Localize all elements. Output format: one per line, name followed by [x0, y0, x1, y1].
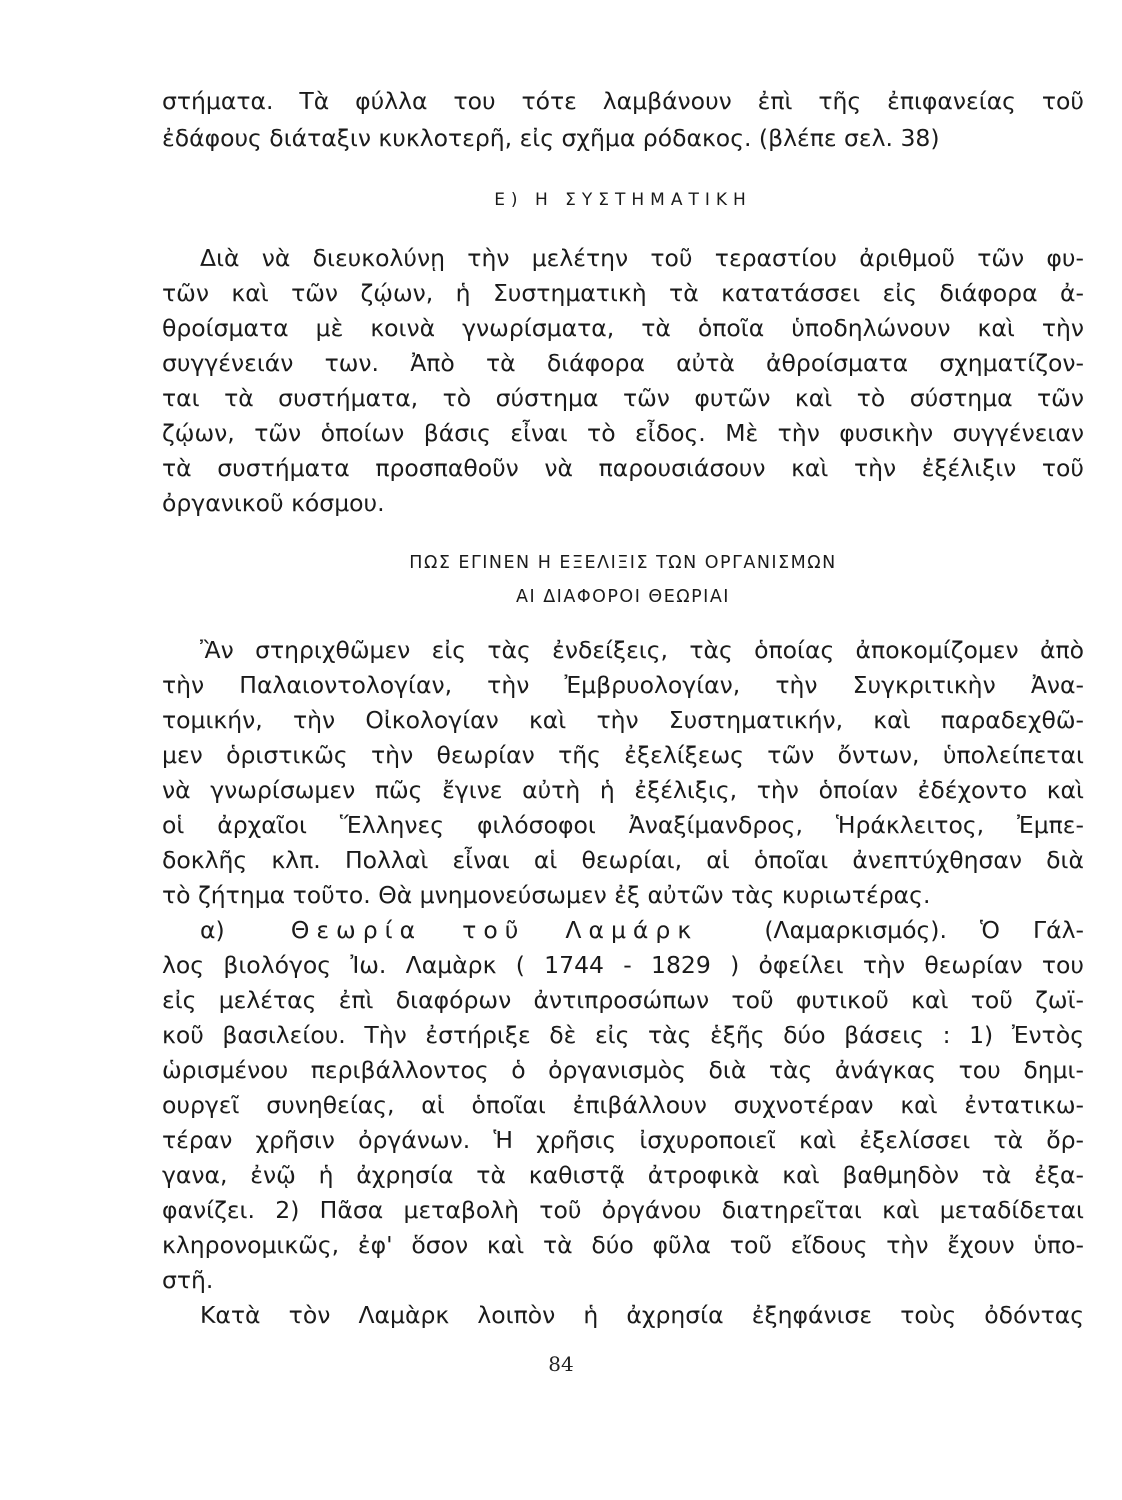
chapter-title-line-1: ΠΩΣ ΕΓΙΝΕΝ Η ΕΞΕΛΙΞΙΣ ΤΩΝ ΟΡΓΑΝΙΣΜΩΝ — [409, 553, 837, 573]
chapter-title-line-2: ΑΙ ΔΙΑΦΟΡΟΙ ΘΕΩΡΙΑΙ — [516, 587, 730, 607]
text-line: ται τὰ συστήματα, τὸ σύστημα τῶν φυτῶν καὶ τὸ σύστημα τῶν — [162, 384, 1084, 412]
text-line: μεν ὁριστικῶς τὴν θεωρίαν τῆς ἐξελίξεως τῶν ὄντων, ὑπολείπεται — [162, 741, 1084, 769]
text-line: τὸ ζήτημα τοῦτο. Θὰ μνημονεύσωμεν ἐξ αὐτῶν τὰς κυριωτέρας. — [162, 881, 931, 909]
text-line: γανα, ἐνῷ ἡ ἀχρησία τὰ καθιστᾷ ἀτροφικὰ καὶ βαθμηδὸν τὰ ἐξα- — [162, 1161, 1084, 1189]
text-line: τομικήν, τὴν Οἰκολογίαν καὶ τὴν Συστηματικήν, καὶ παραδεχθῶ- — [162, 706, 1084, 734]
text-line: συγγένειάν των. Ἀπὸ τὰ διάφορα αὐτὰ ἀθροίσματα σχηματίζον- — [162, 349, 1084, 377]
text-line: ὀργανικοῦ κόσμου. — [162, 489, 385, 517]
text-line: κληρονομικῶς, ἐφ' ὅσον καὶ τὰ δύο φῦλα τοῦ εἴδους τὴν ἔχουν ὑπο- — [162, 1231, 1084, 1259]
text-segment: (Λαμαρκισμός). Ὁ Γάλ- — [764, 916, 1084, 944]
text-line: Κατὰ τὸν Λαμὰρκ λοιπὸν ἡ ἀχρησία ἐξηφάνισε τοὺς ὀδόντας — [200, 1301, 1084, 1329]
spaced-heading: Θεωρία τοῦ Λαμάρκ — [290, 916, 699, 944]
page-number: 84 — [548, 1352, 574, 1376]
text-line: εἰς μελέτας ἐπὶ διαφόρων ἀντιπροσώπων τοῦ φυτικοῦ καὶ τοῦ ζωϊ- — [162, 986, 1084, 1014]
section-heading: Ε) Η ΣΥΣΤΗΜΑΤΙΚΗ — [494, 190, 752, 210]
text-line: στήματα. Τὰ φύλλα του τότε λαμβάνουν ἐπὶ τῆς ἐπιφανείας τοῦ — [162, 87, 1084, 115]
text-line: κοῦ βασιλείου. Τὴν ἐστήριξε δὲ εἰς τὰς ἑξῆς δύο βάσεις : 1) Ἐντὸς — [162, 1021, 1084, 1049]
text-line: θροίσματα μὲ κοινὰ γνωρίσματα, τὰ ὁποῖα ὑποδηλώνουν καὶ τὴν — [162, 314, 1084, 342]
text-line: ὡρισμένου περιβάλλοντος ὁ ὀργανισμὸς διὰ τὰς ἀνάγκας του δημι- — [162, 1056, 1084, 1084]
text-line: δοκλῆς κλπ. Πολλαὶ εἶναι αἱ θεωρίαι, αἱ ὁποῖαι ἀνεπτύχθησαν διὰ — [162, 846, 1084, 874]
text-line: στῆ. — [162, 1266, 214, 1294]
text-line: οἱ ἀρχαῖοι Ἕλληνες φιλόσοφοι Ἀναξίμανδρος, Ἡράκλειτος, Ἐμπε- — [162, 811, 1084, 839]
text-line: Ἂν στηριχθῶμεν εἰς τὰς ἐνδείξεις, τὰς ὁποίας ἀποκομίζομεν ἀπὸ — [200, 636, 1084, 664]
text-line: ἐδάφους διάταξιν κυκλοτερῆ, εἰς σχῆμα ρόδακος. (βλέπε σελ. 38) — [162, 124, 940, 152]
text-line: ζῴων, τῶν ὁποίων βάσις εἶναι τὸ εἶδος. Μὲ τὴν φυσικὴν συγγένειαν — [162, 419, 1084, 447]
text-line: τῶν καὶ τῶν ζῴων, ἡ Συστηματικὴ τὰ κατατάσσει εἰς διάφορα ἀ- — [162, 279, 1084, 307]
text-line: νὰ γνωρίσωμεν πῶς ἔγινε αὐτὴ ἡ ἐξέλιξις, τὴν ὁποίαν ἐδέχοντο καὶ — [162, 776, 1084, 804]
text-line: τὴν Παλαιοντολογίαν, τὴν Ἐμβρυολογίαν, τὴν Συγκριτικὴν Ἀνα- — [162, 671, 1084, 699]
lamarck-first-line — [200, 913, 1084, 947]
text-line: Διὰ νὰ διευκολύνῃ τὴν μελέτην τοῦ τεραστίου ἀριθμοῦ τῶν φυ- — [200, 244, 1084, 272]
text-line: τέραν χρῆσιν ὀργάνων. Ἡ χρῆσις ἰσχυροποιεῖ καὶ ἐξελίσσει τὰ ὄρ- — [162, 1126, 1084, 1154]
text-line: λος βιολόγος Ἰω. Λαμὰρκ ( 1744 - 1829 ) ὀφείλει τὴν θεωρίαν του — [162, 951, 1084, 979]
text-line: τὰ συστήματα προσπαθοῦν νὰ παρουσιάσουν καὶ τὴν ἐξέλιξιν τοῦ — [162, 454, 1084, 482]
text-line: ουργεῖ συνηθείας, αἱ ὁποῖαι ἐπιβάλλουν συχνοτέραν καὶ ἐντατικω- — [162, 1091, 1084, 1119]
text-line: φανίζει. 2) Πᾶσα μεταβολὴ τοῦ ὀργάνου διατηρεῖται καὶ μεταδίδεται — [162, 1196, 1084, 1224]
list-label: α) — [200, 916, 225, 944]
